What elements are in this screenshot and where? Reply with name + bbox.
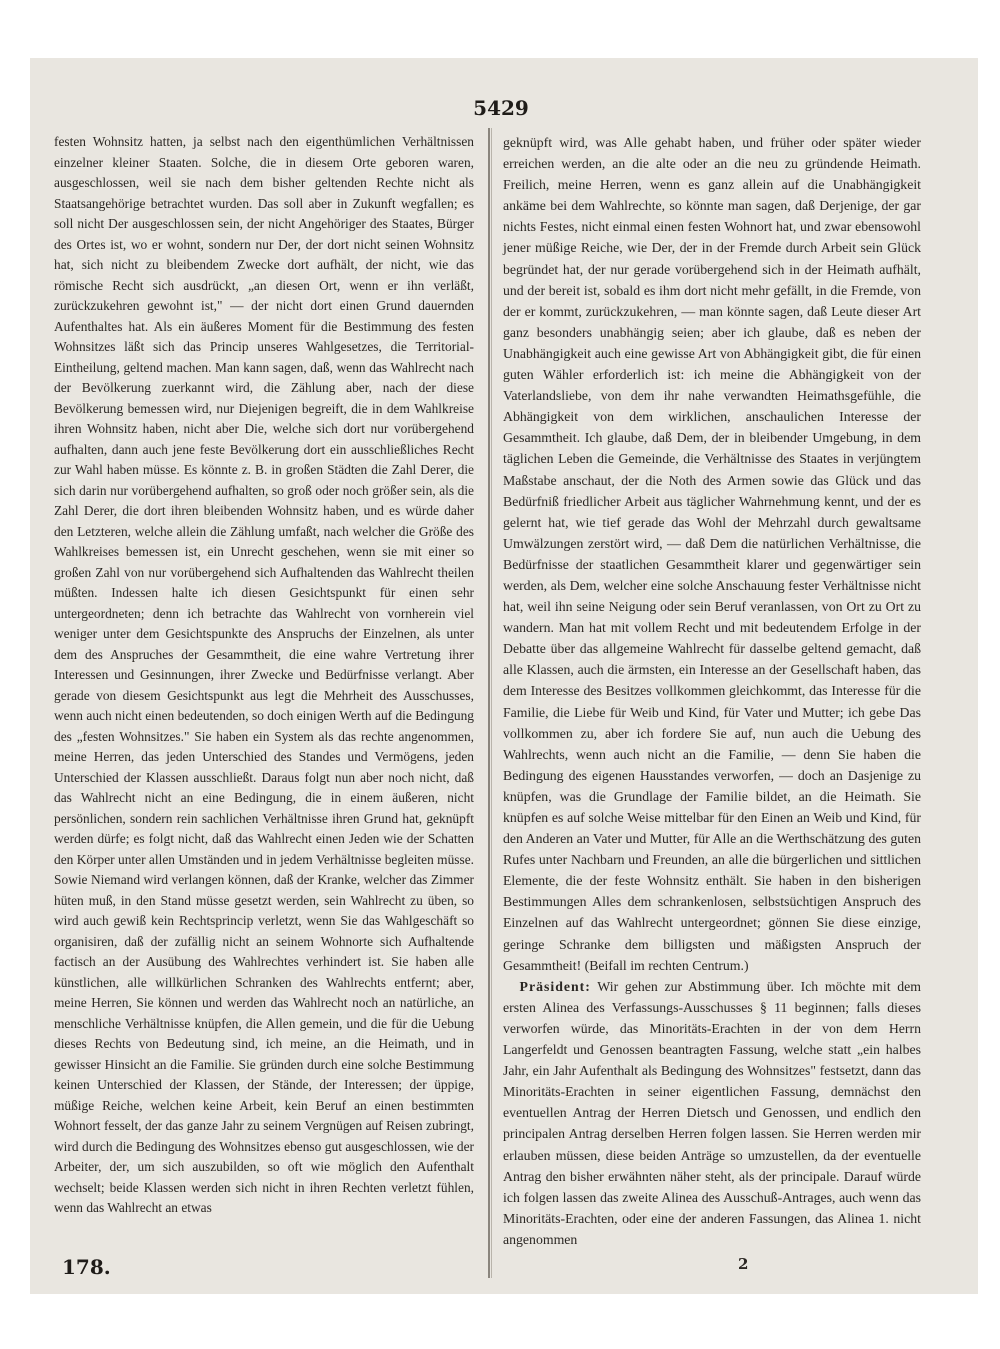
speaker-text: Wir gehen zur Abstimmung über. Ich möchte mit dem ersten Alinea des Verfassungs-Ausschusses § 11 beginnen; falls dieses verworfen würde, das Minoritäts-Erachten in der von dem Herrn Langerfeldt und Genossen beantragten Fassung, welche statt „ein halbes Jahr, ein Jahr Aufenthalt als Bedingung des Wohnsitzes" festsetzt, dann das Minoritäts-Erachten in seiner eigentlichen Fassung, demnächst den eventuellen Antrag der Herren Dietsch und Genossen, und endlich den principalen Antrag derselben Herren folgen lassen. Sie Herren werden mir erlauben müssen, diese beiden Anträge so umzustellen, da der eventuelle Antrag den bisher erwähnten näher steht, als der principale. Darauf würde ich folgen lassen das zweite Alinea des Ausschuß-Antrages, auch wenn das Minoritäts-Erachten, oder eine der anderen Fassungen, das Alinea 1. nicht angenommen	[503, 978, 921, 1247]
column-divider-secondary	[491, 128, 492, 1278]
speaker-label: Präsident:	[519, 978, 591, 994]
right-column	[503, 132, 921, 1250]
paragraph-continuation: geknüpft wird, was Alle gehabt haben, und früher oder später wieder erreichen werden, an die alte oder an die neu zu gründende Heimath. Freilich, meine Herren, wenn es ganz allein auf die Unabhängigkeit ankäme bei dem Wahlrechte, so könnte man sagen, daß Derjenige, der gar nichts Festes, nicht einmal einen festen Wohnort hat, und zwar ebensowohl jener müßige Reiche, wie Der, der in der Fremde durch Arbeit sein Glück begründet hat, der nur gerade vorübergehend sich in der Heimath aufhält, und der bereit ist, sobald es ihm dort nicht mehr gefällt, in die Fremde, von der er kommt, zurückzukehren, — man könnte sagen, daß Leute dieser Art ganz besonders unabhängig seien; aber ich glaube, daß es neben der Unabhängigkeit auch eine gewisse Art von Abhängigkeit gibt, die für einen guten Wähler erforderlich ist: ich meine die Abhängigkeit von der Vaterlandsliebe, von dem ihr nahe verwandten Heimathsgefühle, die Abhängigkeit von dem wirklichen, anschaulichen Interesse der Gesammtheit. Ich glaube, daß Dem, der in bleibender Umgebung, in dem täglichen Leben die Gemeinde, die Verhältnisse des Staates in verjüngtem Maßstabe anschaut, der die Noth des Armen sowie das Glück und das Bedürfniß friedlicher Arbeit aus täglicher Wahrnehmung kennt, und der es gelernt hat, wie tief gerade das Wohl der Mehrzahl durch gewaltsame Umwälzungen zerstört wird, — daß Dem die natürlichen Verhältnisse, die Bedürfnisse der staatlichen Gesammtheit klarer und gegenwärtiger sein werden, als Dem, welcher eine solche Anschauung fester Verhältnisse nicht hat, weil ihn seine Neigung oder sein Beruf veranlassen, von Ort zu Ort zu wandern. Man hat mit vollem Recht und mit bedeutendem Erfolge in der Debatte über das allgemeine Wahlrecht für dasselbe geltend gemacht, daß alle Klassen, auch die ärmsten, ein Interesse an der Gesellschaft haben, das dem Interesse des Besitzes vollkommen gleichkommt, das Interesse für die Familie, die Liebe für Weib und Kind, für Vater und Mutter; ich gebe Das vollkommen zu, aber ich fordere Sie auf, nun auch die Uebung des Wahlrechts, wenn auch nicht an die Familie, — denn Sie haben die Bedingung des eigenen Hausstandes verworfen, — doch an Dasjenige zu knüpfen, was die Grundlage der Familie bildet, an die Heimath. Sie knüpfen es auf solche Weise mittelbar für den Einen an Weib und Kind, für den Anderen an Vater und Mutter, für Alle an die Werthschätzung des guten Rufes unter Nachbarn und Freunden, an alle die bürgerlichen und sittlichen Elemente, die der feste Wohnsitz enthält. Sie haben in den bisherigen Bestimmungen Alles dem schrankenlosen, selbstsüchtigen Anspruch des Einzelnen auf das Wahlrecht untergeordnet; gönnen Sie diese einzige, geringe Schranke dem billigsten und mäßigsten Anspruch der Gesammtheit! (Beifall im rechten Centrum.)	[503, 135, 921, 973]
page-number: 5429	[473, 96, 529, 120]
left-column	[54, 132, 474, 1219]
sheet-number: 178.	[62, 1255, 111, 1279]
paragraph: festen Wohnsitz hatten, ja selbst nach den eigenthümlichen Verhältnissen einzelner kleiner Staaten. Solche, die in diesem Orte geboren waren, ausgeschlossen, weil sie nach dem bisher geltenden Rechte nicht als Staatsangehörige betrachtet wurden. Das soll aber in Zukunft wegfallen; es soll nicht Der ausgeschlossen sein, der nicht Angehöriger des Staates, Bürger des Ortes ist, wo er wohnt, sondern nur Der, der dort nicht seinen Wohnsitz hat, sich nicht zu bleibendem Zwecke dort aufhält, der nicht, wie das römische Recht sich ausdrückt, „an diesen Ort, wenn er ihn verläßt, zurückzukehren gewohnt ist," — der nicht dort einen Grund dauernden Aufenthaltes hat. Als ein äußeres Moment für die Bestimmung des festen Wohnsitzes läßt sich das Princip unseres Wahlgesetzes, die Territorial-Eintheilung, geltend machen. Man kann sagen, daß, wenn das Wahlrecht nach der Bevölkerung zuerkannt wird, die Zählung aber, nach der diese Bevölkerung bemessen wird, nur Diejenigen begreift, die in dem Wahlkreise ihren Wohnsitz haben, nicht aber Die, welche sich dort nur vorübergehend aufhalten, dann auch jene feste Bevölkerung dort ein ausschließliches Recht zur Wahl haben müsse. Es könnte z. B. in großen Städten die Zahl Derer, die sich darin nur vorübergehend aufhalten, so groß oder noch größer sein, als die Zahl Derer, die dort ihren bleibenden Wohnsitz haben, und es würde daher den Letzteren, welche allein die Zählung umfaßt, nach welcher die Größe des Wahlkreises bemessen ist, ein Unrecht geschehen, wenn sie mit einer so großen Zahl von nur vorübergehend sich Aufhaltenden das Wahlrecht theilen müßten. Indessen halte ich diesen Gesichtspunkt für einen sehr untergeordneten; denn ich betrachte das Wahlrecht von vornherein viel weniger unter dem Gesichtspunkte des Anspruchs der Einzelnen, als unter dem des Anspruches der Gesammtheit, die eine wahre Vertretung ihrer Interessen und Gesinnungen, ihrer Zwecke und Bedürfnisse verlangt. Aber gerade von diesem Gesichtspunkt aus legt die Mehrheit des Ausschusses, wenn auch nicht einen bedeutenden, so doch einigen Werth auf die Bedingung des „festen Wohnsitzes." Sie haben ein System als das rechte angenommen, meine Herren, das jeden Unterschied des Standes und Vermögens, jeden Unterschied der Klassen ausschließt. Daraus folgt nun aber noch nicht, daß das Wahlrecht nicht an eine Bedingung, die in einem äußeren, nicht persönlichen, sondern rein sachlichen Verhältnisse ihren Grund hat, geknüpft werden dürfe; es folgt nicht, daß das Wahlrecht einen Jeden wie der Schatten den Körper unter allen Umständen und in jedem Verhältnisse begleiten müsse. Sowie Niemand wird verlangen können, daß der Kranke, welcher das Zimmer hüten muß, in den Stand müsse gesetzt werden, sein Wahlrecht zu üben, so wird auch gewiß kein Rechtsprincip verletzt, wenn Sie das Wahlgeschäft so organisiren, daß der zufällig nicht an seinem Wohnorte sich Aufhaltende factisch an der Ausübung des Wahlrechtes verhindert ist. Sie haben alle künstlichen, alle willkürlichen Schranken des Wahlrechts entfernt; aber, meine Herren, Sie können und werden das Wahlrecht noch an natürliche, an menschliche Verhältnisse knüpfen, die Allen gemein, und die für die Uebung dieses Rechts von Bedeutung sind, ich meine, an die Heimath, und in gewisser Hinsicht an die Familie. Sie gründen durch eine solche Bestimmung keinen Unterschied der Klassen, der Stände, der Interessen; der üppige, müßige Reiche, welchen keine Arbeit, kein Beruf an einen bestimmten Wohnort fesselt, der das ganze Jahr zu seinem Vergnügen auf Reisen zubringt, wird durch die Bedingung des Wohnsitzes ebenso gut ausgeschlossen, wie der Arbeiter, der, um sich auszubilden, so oft wie möglich den Aufenthalt wechselt; beide Klassen werden sich nicht in ihren Rechten verletzt fühlen, wenn das Wahlrecht an etwas	[54, 134, 474, 1215]
signature-mark: 2	[738, 1255, 749, 1273]
president-paragraph	[503, 976, 921, 1250]
column-divider	[488, 128, 490, 1278]
